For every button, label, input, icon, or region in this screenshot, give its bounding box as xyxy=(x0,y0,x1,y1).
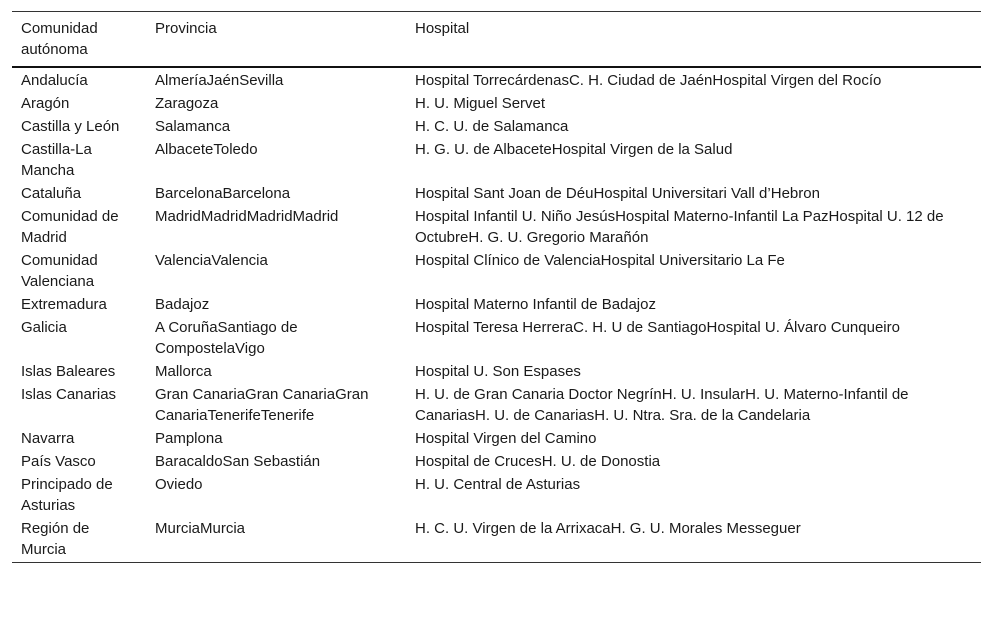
cell-community: Galicia xyxy=(21,319,67,336)
cell-community: Región de Murcia xyxy=(21,520,90,558)
cell-community: País Vasco xyxy=(21,453,96,470)
table-row xyxy=(12,360,981,383)
cell-province: AlmeríaJaénSevilla xyxy=(155,72,284,89)
table-body xyxy=(12,67,981,563)
cell-community: Comunidad de Madrid xyxy=(21,208,119,246)
table-row xyxy=(12,249,981,293)
cell-province: Gran CanariaGran CanariaGran CanariaTenerifeTenerife xyxy=(155,386,369,424)
table-row xyxy=(12,517,981,563)
cell-province: MadridMadridMadridMadrid xyxy=(155,208,339,225)
table-row xyxy=(12,473,981,517)
cell-community: Andalucía xyxy=(21,72,88,89)
cell-hospital: Hospital Sant Joan de DéuHospital Universitari Vall d’Hebron xyxy=(415,185,820,202)
cell-hospital: Hospital Materno Infantil de Badajoz xyxy=(415,296,656,313)
cell-province: Badajoz xyxy=(155,296,210,313)
cell-hospital: H. U. Central de Asturias xyxy=(415,476,581,493)
cell-community: Cataluña xyxy=(21,185,82,202)
cell-community: Principado de Asturias xyxy=(21,476,113,514)
cell-hospital: Hospital Clínico de ValenciaHospital Universitario La Fe xyxy=(415,252,785,269)
cell-province: ValenciaValencia xyxy=(155,252,268,269)
hospital-table-container xyxy=(12,11,981,563)
cell-community: Comunidad Valenciana xyxy=(21,252,98,290)
cell-province: MurciaMurcia xyxy=(155,520,246,537)
cell-hospital: Hospital TorrecárdenasC. H. Ciudad de JaénHospital Virgen del Rocío xyxy=(415,72,882,89)
table-header xyxy=(12,12,981,68)
table-row xyxy=(12,450,981,473)
table-row xyxy=(12,316,981,360)
cell-province: Pamplona xyxy=(155,430,223,447)
cell-hospital: Hospital U. Son Espases xyxy=(415,363,581,380)
table-row xyxy=(12,293,981,316)
table-row xyxy=(12,427,981,450)
cell-hospital: Hospital Infantil U. Niño JesúsHospital Materno-Infantil La PazHospital U. 12 de OctubreH. G. U. Gregorio Marañón xyxy=(415,208,944,246)
table-row xyxy=(12,92,981,115)
hospital-table xyxy=(12,11,981,563)
cell-province: A CoruñaSantiago de CompostelaVigo xyxy=(155,319,298,357)
cell-hospital: Hospital de CrucesH. U. de Donostia xyxy=(415,453,661,470)
table-row xyxy=(12,205,981,249)
table-row xyxy=(12,383,981,427)
cell-province: BarcelonaBarcelona xyxy=(155,185,291,202)
table-row xyxy=(12,182,981,205)
cell-community: Islas Baleares xyxy=(21,363,116,380)
cell-province: Mallorca xyxy=(155,363,212,380)
cell-hospital: H. C. U. Virgen de la ArrixacaH. G. U. Morales Messeguer xyxy=(415,520,801,537)
cell-community: Navarra xyxy=(21,430,75,447)
header-hospital: Hospital xyxy=(415,20,470,37)
table-row xyxy=(12,115,981,138)
cell-community: Extremadura xyxy=(21,296,107,313)
cell-hospital: H. U. de Gran Canaria Doctor NegrínH. U. InsularH. U. Materno-Infantil de CanariasH. U. de CanariasH. U. Ntra. Sra. de la Candelaria xyxy=(415,386,909,424)
header-row xyxy=(12,12,981,68)
cell-province: BaracaldoSan Sebastián xyxy=(155,453,321,470)
cell-province: Oviedo xyxy=(155,476,203,493)
cell-hospital: H. G. U. de AlbaceteHospital Virgen de la Salud xyxy=(415,141,733,158)
cell-hospital: Hospital Teresa HerreraC. H. U de SantiagoHospital U. Álvaro Cunqueiro xyxy=(415,319,900,336)
cell-hospital: H. C. U. de Salamanca xyxy=(415,118,569,135)
cell-community: Castilla y León xyxy=(21,118,120,135)
cell-province: Salamanca xyxy=(155,118,231,135)
table-row xyxy=(12,67,981,92)
cell-hospital: Hospital Virgen del Camino xyxy=(415,430,597,447)
cell-community: Aragón xyxy=(21,95,70,112)
cell-hospital: H. U. Miguel Servet xyxy=(415,95,546,112)
cell-province: Zaragoza xyxy=(155,95,219,112)
header-community: Comunidad autónoma xyxy=(21,20,98,58)
cell-province: AlbaceteToledo xyxy=(155,141,258,158)
cell-community: Islas Canarias xyxy=(21,386,117,403)
header-province: Provincia xyxy=(155,20,217,37)
table-row xyxy=(12,138,981,182)
cell-community: Castilla-La Mancha xyxy=(21,141,92,179)
